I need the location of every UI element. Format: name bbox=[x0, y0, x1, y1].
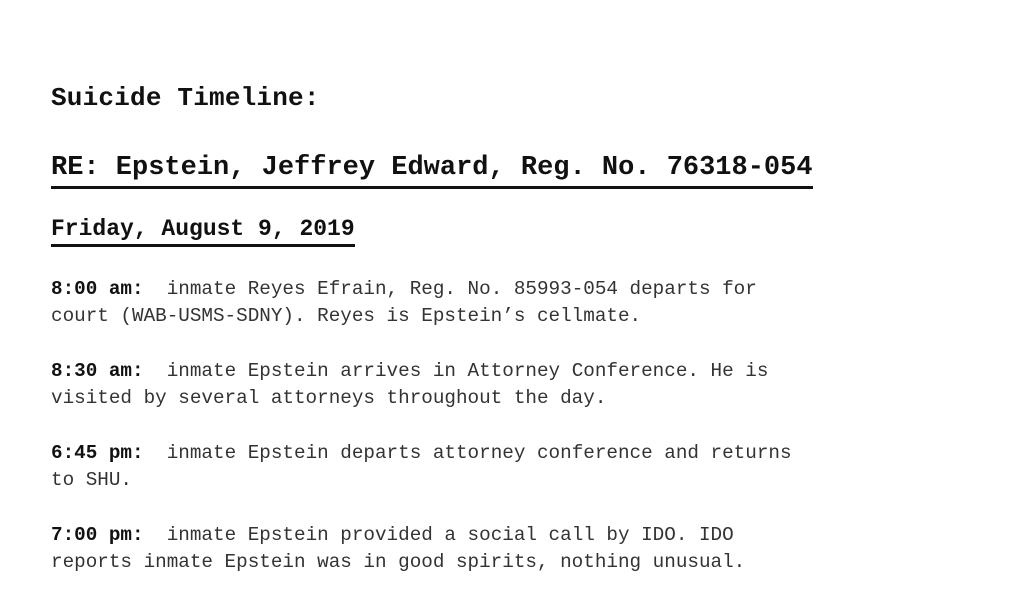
entry-time: 8:30 am: bbox=[51, 360, 144, 382]
entry-time: 8:00 am: bbox=[51, 278, 144, 300]
entry-text: inmate Epstein arrives in Attorney Conference. He is visited by several attorneys throughout the day. bbox=[51, 360, 769, 409]
timeline-entry bbox=[51, 358, 1011, 412]
timeline-entry bbox=[51, 276, 1011, 330]
timeline-entry bbox=[51, 522, 1011, 576]
timeline-entry bbox=[51, 440, 1011, 494]
entry-time: 6:45 pm: bbox=[51, 442, 144, 464]
timeline-entries bbox=[51, 276, 1011, 604]
entry-text: inmate Epstein provided a social call by IDO. IDO reports inmate Epstein was in good spirits, nothing unusual. bbox=[51, 524, 746, 573]
entry-time: 7:00 pm: bbox=[51, 524, 144, 546]
subject-line: RE: Epstein, Jeffrey Edward, Reg. No. 76318-054 bbox=[51, 152, 813, 189]
entry-text: inmate Epstein departs attorney conference and returns to SHU. bbox=[51, 442, 792, 491]
date-heading: Friday, August 9, 2019 bbox=[51, 215, 355, 247]
entry-text: inmate Reyes Efrain, Reg. No. 85993-054 departs for court (WAB-USMS-SDNY). Reyes is Epstein’s cellmate. bbox=[51, 278, 757, 327]
document-title: Suicide Timeline: bbox=[51, 83, 320, 113]
